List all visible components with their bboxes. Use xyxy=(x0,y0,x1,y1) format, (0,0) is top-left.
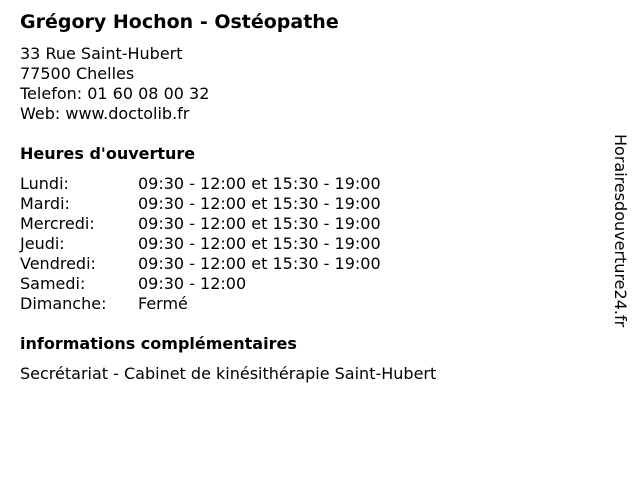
time-range: 09:30 - 12:00 xyxy=(138,274,247,293)
opening-hours-list xyxy=(20,174,600,314)
opening-hours-heading: Heures d'ouverture xyxy=(20,144,196,163)
hours-row-sunday xyxy=(20,294,600,314)
additional-info-heading: informations complémentaires xyxy=(20,334,297,353)
time-range: 09:30 - 12:00 et 15:30 - 19:00 xyxy=(138,254,381,273)
time-range: 09:30 - 12:00 et 15:30 - 19:00 xyxy=(138,214,381,233)
day-label: Lundi: xyxy=(20,174,69,193)
phone-number: Telefon: 01 60 08 00 32 xyxy=(20,84,210,103)
time-range: Fermé xyxy=(138,294,188,313)
day-label: Dimanche: xyxy=(20,294,107,313)
time-range: 09:30 - 12:00 et 15:30 - 19:00 xyxy=(138,234,381,253)
day-label: Mardi: xyxy=(20,194,70,213)
street-address: 33 Rue Saint-Hubert xyxy=(20,44,183,63)
hours-row-tuesday xyxy=(20,194,600,214)
day-label: Mercredi: xyxy=(20,214,95,233)
additional-info-text: Secrétariat - Cabinet de kinésithérapie Saint-Hubert xyxy=(20,364,437,383)
hours-row-monday xyxy=(20,174,600,194)
city-address: 77500 Chelles xyxy=(20,64,135,83)
day-label: Jeudi: xyxy=(20,234,65,253)
address-block xyxy=(20,44,600,124)
hours-row-saturday xyxy=(20,274,600,294)
site-watermark: Horairesdouverture24.fr xyxy=(611,134,630,328)
business-card xyxy=(20,10,600,384)
website: Web: www.doctolib.fr xyxy=(20,104,190,123)
hours-row-thursday xyxy=(20,234,600,254)
time-range: 09:30 - 12:00 et 15:30 - 19:00 xyxy=(138,194,381,213)
day-label: Vendredi: xyxy=(20,254,96,273)
hours-row-wednesday xyxy=(20,214,600,234)
day-label: Samedi: xyxy=(20,274,86,293)
page-title: Grégory Hochon - Ostéopathe xyxy=(20,11,339,33)
hours-row-friday xyxy=(20,254,600,274)
time-range: 09:30 - 12:00 et 15:30 - 19:00 xyxy=(138,174,381,193)
